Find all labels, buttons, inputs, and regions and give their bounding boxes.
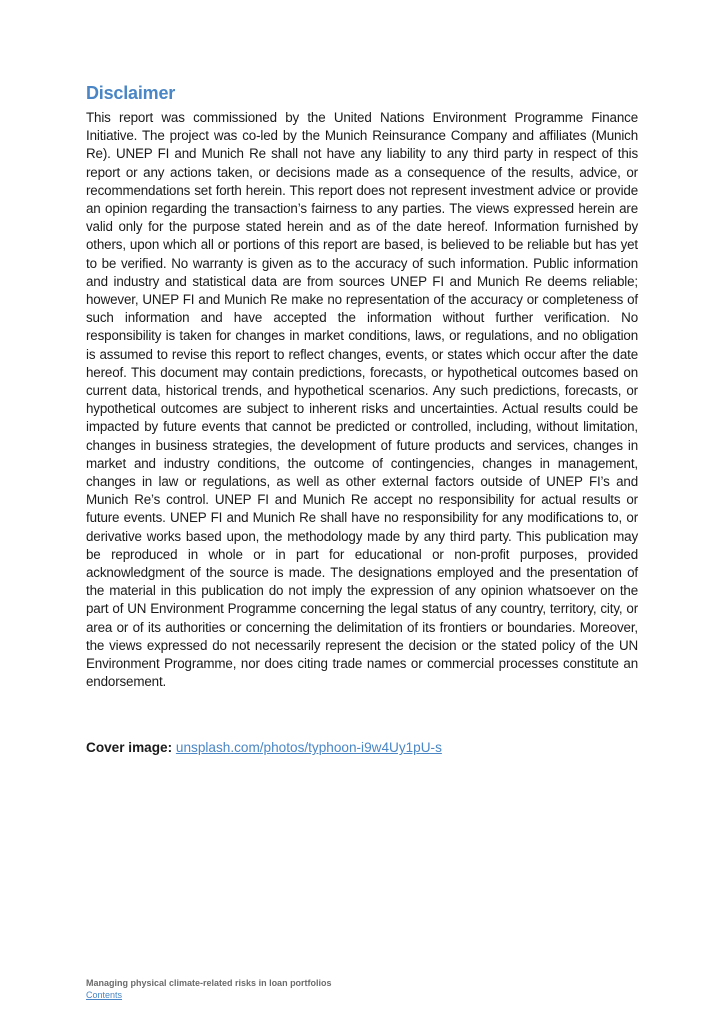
- page-title: Disclaimer: [86, 83, 176, 103]
- cover-image-label: Cover image:: [86, 740, 173, 755]
- disclaimer-body: This report was commissioned by the United Nations Environment Programme Finance Initiative. The project was co-led by the Munich Reinsurance Company and affiliates (Munich Re). UNEP FI and Munich Re shall not have any liability to any third party in respect of this report or any actions taken, or decisions made as a consequence of the results, advice, or recommendations set forth herein. This report does not represent investment advice or provide an opinion regarding the transaction’s fairness to any parties. The views expressed herein are valid only for the purpose stated herein and as of the date hereof. Information furnished by others, upon which all or portions of this report are based, is believed to be reliable but has yet to be verified. No warranty is given as to the accuracy of such information. Public information and industry and statistical data are from sources UNEP FI and Munich Re deems reliable; however, UNEP FI and Munich Re make no representation of the accuracy or completeness of such information and have accepted the information without further verification. No responsibility is taken for changes in market conditions, laws, or regulations, and no obligation is assumed to revise this report to reflect changes, events, or states which occur after the date hereof. This document may contain predictions, forecasts, or hypothetical outcomes based on current data, historical trends, and hypothetical scenarios. Any such predictions, forecasts, or hypothetical outcomes are subject to inherent risks and uncertainties. Actual results could be impacted by future events that cannot be predicted or controlled, including, without limitation, changes in business strategies, the development of future products and services, changes in market and industry conditions, the outcome of contingencies, changes in management, changes in law or regulations, as well as other external factors outside of UNEP FI’s and Munich Re’s control. UNEP FI and Munich Re accept no responsibility for actual results or future events. UNEP FI and Munich Re shall have no responsibility for any modifications to, or derivative works based upon, the methodology made by any third party. This publication may be reproduced in whole or in part for educational or non-profit purposes, provided acknowledgment of the source is made. The designations employed and the presentation of the material in this publication do not imply the expression of any opinion whatsoever on the part of UN Environment Programme concerning the legal status of any country, territory, city, or area or of its authorities or concerning the delimitation of its frontiers or boundaries. Moreover, the views expressed do not necessarily represent the decision or the stated policy of the UN Environment Programme, nor does citing trade names or commercial processes constitute an endorsement.: [86, 110, 638, 690]
- footer-contents-link[interactable]: Contents: [86, 990, 123, 1000]
- footer-document-title: Managing physical climate-related risks in loan portfolios: [86, 978, 332, 988]
- page-footer: [86, 977, 332, 1001]
- cover-image-credit: [86, 740, 442, 755]
- cover-image-link[interactable]: unsplash.com/photos/typhoon-i9w4Uy1pU-s: [175, 740, 442, 755]
